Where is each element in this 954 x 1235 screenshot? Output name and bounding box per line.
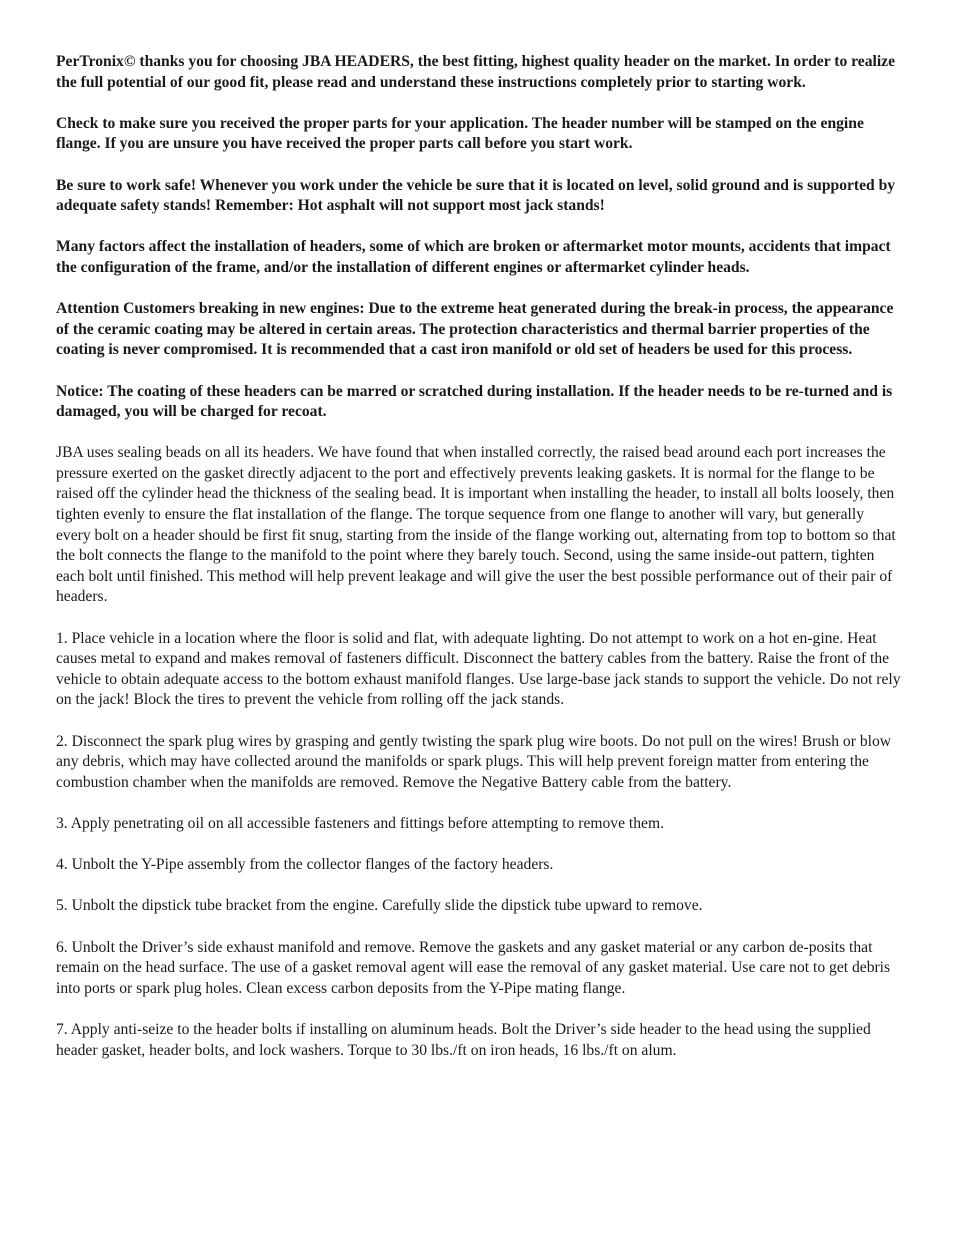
step-7: 7. Apply anti-seize to the header bolts if installing on aluminum heads. Bolt the Driver’s side header to the head using the supplied header gasket, header bolts, and lock washers. Torque to 30 lbs./ft on iron heads, 16 lbs./ft on alum. <box>56 1020 871 1059</box>
spacer <box>56 608 901 629</box>
intro-thanks-paragraph: PerTronix© thanks you for choosing JBA HEADERS, the best fitting, highest quality header on the market. In order to realize the full potential of our good fit, please read and understand these instructions completely prior to starting work. <box>56 53 896 91</box>
spacer <box>56 361 901 382</box>
safety-paragraph: Be sure to work safe! Whenever you work under the vehicle be sure that it is located on level, solid ground and is supported by adequate safety stands! Remember: Hot asphalt will not support most jack stands! <box>56 176 896 215</box>
spacer <box>56 93 901 114</box>
spacer <box>56 711 901 732</box>
factors-paragraph: Many factors affect the installation of headers, some of which are broken or aftermarket motor mounts, accidents that impact the configuration of the frame, and/or the installation of different engines or aftermarket cylinder heads. <box>56 238 891 276</box>
break-in-attention-paragraph: Attention Customers breaking in new engines: Due to the extreme heat generated during the break-in process, the appearance of the ceramic coating may be altered in certain areas. The protection characteristics and thermal barrier properties of the coating is never compromised. It is recommended that a cast iron manifold or old set of headers be used for this process. <box>56 300 894 359</box>
spacer <box>56 876 901 897</box>
spacer <box>56 793 901 814</box>
sealing-beads-paragraph: JBA uses sealing beads on all its headers. We have found that when installed correctly, the raised bead around each port increases the pressure exerted on the gasket directly adjacent to the port and effectively prevents leaking gaskets. It is normal for the flange to be raised off the cylinder head the thickness of the sealing bead. It is important when installing the header, to install all bolts loosely, then tighten evenly to ensure the flat installation of the flange. The torque sequence from one flange to another will vary, but generally every bolt on a header should be first fit snug, starting from the inside of the flange working out, alternating from top to bottom so that the bolt connects the flange to the manifold to the point where they barely touch. Second, using the same inside-out pattern, tighten each bolt until finished. This method will help prevent leakage and will give the user the best possible performance out of their pair of headers. <box>56 444 896 606</box>
step-5: 5. Unbolt the dipstick tube bracket from the engine. Carefully slide the dipstick tube upward to remove. <box>56 897 703 915</box>
step-2: 2. Disconnect the spark plug wires by grasping and gently twisting the spark plug wire boots. Do not pull on the wires! Brush or blow any debris, which may have collected around the manifolds or spark plugs. This will help prevent foreign matter from entering the combustion chamber when the manifolds are removed. Remove the Negative Battery cable from the battery. <box>56 732 892 791</box>
step-6: 6. Unbolt the Driver’s side exhaust manifold and remove. Remove the gaskets and any gasket material or any carbon de-posits that remain on the head surface. The use of a gasket removal agent will ease the removal of any gasket material. Use care not to get debris into ports or spark plug holes. Clean excess carbon deposits from the Y-Pipe mating flange. <box>56 938 891 997</box>
parts-check-paragraph: Check to make sure you received the proper parts for your application. The header number will be stamped on the engine flange. If you are unsure you have received the proper parts call before you start work. <box>56 114 864 153</box>
spacer <box>56 917 901 938</box>
spacer <box>56 279 901 300</box>
step-3: 3. Apply penetrating oil on all accessible fasteners and fittings before attempting to remove them. <box>56 814 664 832</box>
spacer <box>56 999 901 1020</box>
spacer <box>56 217 901 238</box>
spacer <box>56 423 901 444</box>
coating-notice-paragraph: Notice: The coating of these headers can be marred or scratched during installation. If the header needs to be re-turned and is damaged, you will be charged for recoat. <box>56 382 893 421</box>
spacer <box>56 835 901 856</box>
spacer <box>56 155 901 176</box>
step-4: 4. Unbolt the Y-Pipe assembly from the collector flanges of the factory headers. <box>56 856 554 874</box>
instruction-page <box>56 52 901 1061</box>
step-1: 1. Place vehicle in a location where the floor is solid and flat, with adequate lighting. Do not attempt to work on a hot en-gine. Heat causes metal to expand and makes removal of fasteners difficult. Disconnect the battery cables from the battery. Raise the front of the vehicle to obtain adequate access to the bottom exhaust manifold flanges. Use large-base jack stands to support the vehicle. Do not rely on the jack! Block the tires to prevent the vehicle from rolling off the jack stands. <box>56 629 901 709</box>
